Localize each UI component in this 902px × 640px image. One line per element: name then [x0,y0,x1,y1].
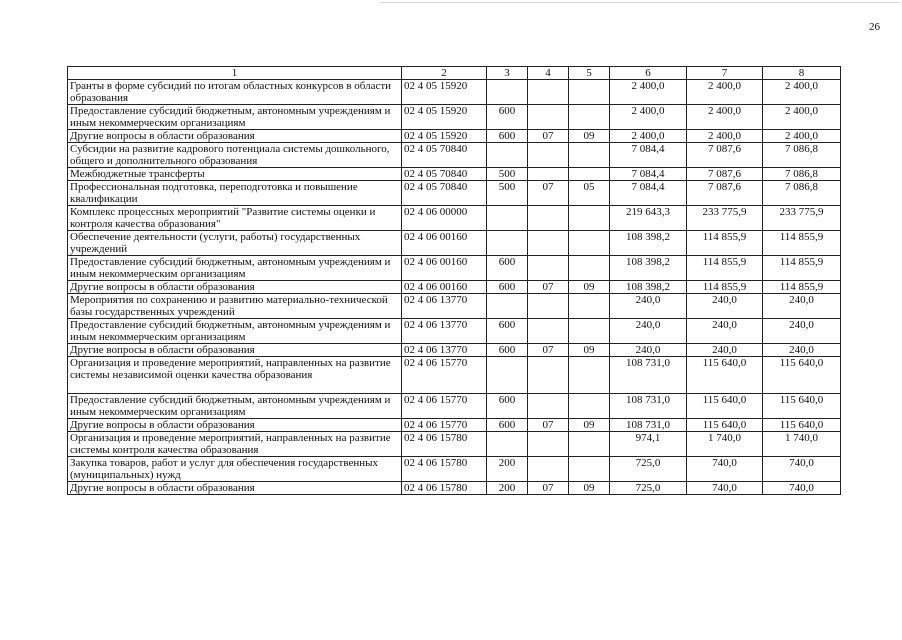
amount-col7-cell: 740,0 [687,457,763,482]
item-name-cell: Другие вопросы в области образования [68,419,402,432]
section-cell: 07 [528,482,569,495]
amount-col7-cell: 114 855,9 [687,231,763,256]
item-name-cell: Комплекс процессных мероприятий "Развитие системы оценки и контроля качества образования" [68,206,402,231]
item-code-cell: 02 4 06 15780 [402,457,487,482]
amount-col7-cell: 233 775,9 [687,206,763,231]
section-cell [528,168,569,181]
item-code-cell: 02 4 05 15920 [402,80,487,105]
subsection-cell [569,319,610,344]
amount-col8-cell: 114 855,9 [763,281,841,294]
amount-col7-cell: 240,0 [687,294,763,319]
amount-col8-cell: 115 640,0 [763,357,841,394]
amount-col8-cell: 240,0 [763,319,841,344]
amount-col6-cell: 219 643,3 [610,206,687,231]
item-name-cell: Закупка товаров, работ и услуг для обеспечения государственных (муниципальных) нужд [68,457,402,482]
expense-type-cell: 600 [487,105,528,130]
amount-col7-cell: 7 087,6 [687,143,763,168]
item-code-cell: 02 4 06 00160 [402,256,487,281]
subsection-cell: 09 [569,419,610,432]
amount-col8-cell: 2 400,0 [763,105,841,130]
amount-col8-cell: 240,0 [763,294,841,319]
amount-col7-cell: 740,0 [687,482,763,495]
subsection-cell: 09 [569,482,610,495]
amount-col8-cell: 115 640,0 [763,394,841,419]
subsection-cell [569,294,610,319]
amount-col7-cell: 114 855,9 [687,281,763,294]
scan-artifact-line [380,2,900,3]
amount-col8-cell: 740,0 [763,482,841,495]
item-name-cell: Предоставление субсидий бюджетным, автономным учреждениям и иным некоммерческим организациям [68,256,402,281]
expense-type-cell: 600 [487,419,528,432]
table-row [68,419,841,432]
table-row [68,143,841,168]
subsection-cell: 09 [569,130,610,143]
column-header: 8 [763,67,841,80]
column-header: 5 [569,67,610,80]
amount-col6-cell: 108 398,2 [610,256,687,281]
expense-type-cell: 200 [487,457,528,482]
item-name-cell: Организация и проведение мероприятий, направленных на развитие системы контроля качества образования [68,432,402,457]
item-code-cell: 02 4 06 13770 [402,294,487,319]
subsection-cell [569,168,610,181]
table-body [68,80,841,495]
table-row [68,80,841,105]
item-name-cell: Предоставление субсидий бюджетным, автономным учреждениям и иным некоммерческим организациям [68,105,402,130]
column-header: 4 [528,67,569,80]
item-name-cell: Субсидии на развитие кадрового потенциала системы дошкольного, общего и дополнительного образования [68,143,402,168]
amount-col8-cell: 740,0 [763,457,841,482]
expense-type-cell: 600 [487,344,528,357]
table-row [68,281,841,294]
item-name-cell: Гранты в форме субсидий по итогам областных конкурсов в области образования [68,80,402,105]
item-code-cell: 02 4 06 00160 [402,231,487,256]
amount-col6-cell: 108 398,2 [610,281,687,294]
expense-type-cell [487,143,528,168]
subsection-cell [569,231,610,256]
table-row [68,457,841,482]
amount-col6-cell: 2 400,0 [610,80,687,105]
amount-col6-cell: 108 731,0 [610,419,687,432]
amount-col7-cell: 2 400,0 [687,105,763,130]
item-code-cell: 02 4 05 70840 [402,168,487,181]
amount-col8-cell: 2 400,0 [763,130,841,143]
amount-col6-cell: 2 400,0 [610,130,687,143]
column-header: 2 [402,67,487,80]
item-code-cell: 02 4 06 15770 [402,419,487,432]
section-cell: 07 [528,344,569,357]
table-row [68,256,841,281]
amount-col6-cell: 725,0 [610,482,687,495]
section-cell [528,105,569,130]
item-name-cell: Предоставление субсидий бюджетным, автономным учреждениям и иным некоммерческим организациям [68,394,402,419]
table-row [68,181,841,206]
table-row [68,394,841,419]
section-cell [528,80,569,105]
item-code-cell: 02 4 05 15920 [402,130,487,143]
section-cell [528,432,569,457]
amount-col8-cell: 7 086,8 [763,181,841,206]
subsection-cell [569,357,610,394]
section-cell: 07 [528,281,569,294]
item-name-cell: Другие вопросы в области образования [68,344,402,357]
subsection-cell [569,394,610,419]
item-name-cell: Другие вопросы в области образования [68,281,402,294]
section-cell [528,319,569,344]
item-code-cell: 02 4 06 00160 [402,281,487,294]
table-row [68,168,841,181]
table-row [68,482,841,495]
expense-type-cell: 600 [487,281,528,294]
item-name-cell: Организация и проведение мероприятий, направленных на развитие системы независимой оценки качества образования [68,357,402,394]
section-cell [528,143,569,168]
expense-type-cell: 500 [487,181,528,206]
amount-col6-cell: 240,0 [610,319,687,344]
column-header: 3 [487,67,528,80]
amount-col6-cell: 7 084,4 [610,143,687,168]
item-code-cell: 02 4 06 13770 [402,344,487,357]
amount-col6-cell: 725,0 [610,457,687,482]
subsection-cell: 09 [569,344,610,357]
section-cell [528,231,569,256]
table-row [68,231,841,256]
amount-col6-cell: 108 398,2 [610,231,687,256]
item-name-cell: Профессиональная подготовка, переподготовка и повышение квалификации [68,181,402,206]
amount-col6-cell: 2 400,0 [610,105,687,130]
amount-col7-cell: 7 087,6 [687,168,763,181]
amount-col8-cell: 114 855,9 [763,231,841,256]
expense-type-cell: 600 [487,130,528,143]
table-row [68,130,841,143]
column-header: 7 [687,67,763,80]
amount-col8-cell: 240,0 [763,344,841,357]
section-cell [528,206,569,231]
amount-col8-cell: 233 775,9 [763,206,841,231]
amount-col8-cell: 2 400,0 [763,80,841,105]
expense-type-cell: 500 [487,168,528,181]
table-row [68,357,841,394]
expense-type-cell [487,294,528,319]
amount-col6-cell: 108 731,0 [610,357,687,394]
amount-col8-cell: 7 086,8 [763,143,841,168]
section-cell: 07 [528,181,569,206]
item-code-cell: 02 4 05 15920 [402,105,487,130]
expense-type-cell: 600 [487,319,528,344]
amount-col6-cell: 7 084,4 [610,168,687,181]
section-cell [528,294,569,319]
amount-col7-cell: 2 400,0 [687,80,763,105]
item-code-cell: 02 4 05 70840 [402,143,487,168]
amount-col6-cell: 974,1 [610,432,687,457]
subsection-cell [569,457,610,482]
item-code-cell: 02 4 06 00000 [402,206,487,231]
page-number: 26 [869,21,880,33]
section-cell: 07 [528,419,569,432]
item-code-cell: 02 4 06 15770 [402,394,487,419]
subsection-cell: 09 [569,281,610,294]
section-cell [528,457,569,482]
amount-col6-cell: 108 731,0 [610,394,687,419]
header-row [68,67,841,80]
table-row [68,344,841,357]
table-row [68,294,841,319]
expense-type-cell: 600 [487,256,528,281]
item-code-cell: 02 4 05 70840 [402,181,487,206]
amount-col7-cell: 240,0 [687,319,763,344]
subsection-cell [569,206,610,231]
expense-type-cell [487,357,528,394]
subsection-cell [569,105,610,130]
amount-col7-cell: 240,0 [687,344,763,357]
table-row [68,319,841,344]
amount-col8-cell: 114 855,9 [763,256,841,281]
item-name-cell: Другие вопросы в области образования [68,482,402,495]
item-code-cell: 02 4 06 15780 [402,432,487,457]
item-name-cell: Межбюджетные трансферты [68,168,402,181]
expense-type-cell [487,80,528,105]
amount-col7-cell: 1 740,0 [687,432,763,457]
item-name-cell: Предоставление субсидий бюджетным, автономным учреждениям и иным некоммерческим организациям [68,319,402,344]
section-cell [528,256,569,281]
column-header: 6 [610,67,687,80]
section-cell: 07 [528,130,569,143]
table-row [68,432,841,457]
amount-col7-cell: 115 640,0 [687,394,763,419]
item-name-cell: Другие вопросы в области образования [68,130,402,143]
item-code-cell: 02 4 06 15770 [402,357,487,394]
expense-type-cell [487,231,528,256]
subsection-cell: 05 [569,181,610,206]
section-cell [528,394,569,419]
subsection-cell [569,80,610,105]
amount-col8-cell: 115 640,0 [763,419,841,432]
expense-type-cell: 200 [487,482,528,495]
item-code-cell: 02 4 06 15780 [402,482,487,495]
table-row [68,105,841,130]
amount-col7-cell: 7 087,6 [687,181,763,206]
subsection-cell [569,256,610,281]
amount-col7-cell: 2 400,0 [687,130,763,143]
subsection-cell [569,432,610,457]
amount-col7-cell: 114 855,9 [687,256,763,281]
amount-col6-cell: 240,0 [610,344,687,357]
amount-col7-cell: 115 640,0 [687,357,763,394]
section-cell [528,357,569,394]
item-name-cell: Обеспечение деятельности (услуги, работы) государственных учреждений [68,231,402,256]
amount-col8-cell: 7 086,8 [763,168,841,181]
budget-table [67,66,841,495]
item-code-cell: 02 4 06 13770 [402,319,487,344]
subsection-cell [569,143,610,168]
expense-type-cell [487,206,528,231]
expense-type-cell: 600 [487,394,528,419]
amount-col6-cell: 240,0 [610,294,687,319]
amount-col7-cell: 115 640,0 [687,419,763,432]
expense-type-cell [487,432,528,457]
table-row [68,206,841,231]
item-name-cell: Мероприятия по сохранению и развитию материально-технической базы государственных учреждений [68,294,402,319]
column-header: 1 [68,67,402,80]
amount-col8-cell: 1 740,0 [763,432,841,457]
amount-col6-cell: 7 084,4 [610,181,687,206]
